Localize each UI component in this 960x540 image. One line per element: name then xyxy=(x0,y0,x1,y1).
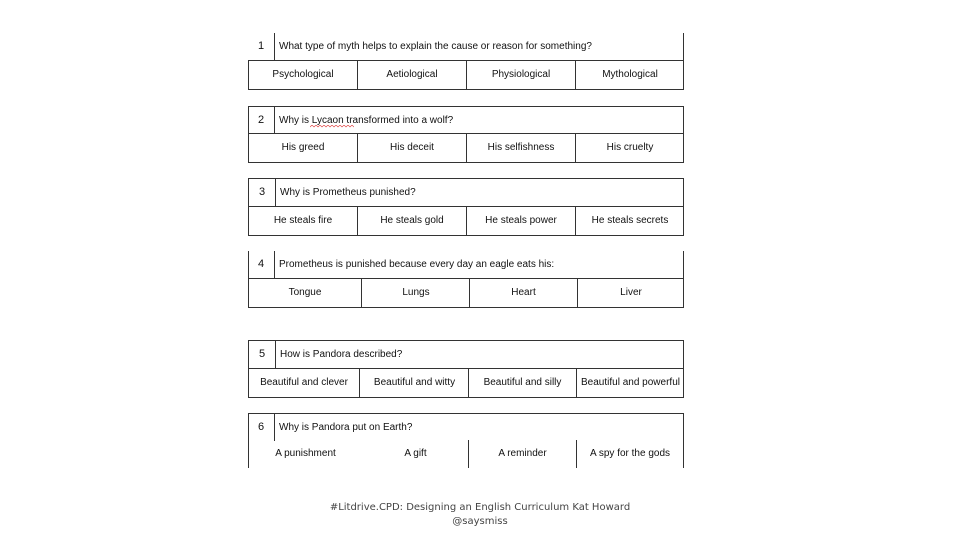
question-number: 2 xyxy=(248,107,275,134)
option-a[interactable]: Tongue xyxy=(288,287,322,298)
question-header xyxy=(248,106,684,134)
question-1 xyxy=(248,33,684,88)
right-border xyxy=(683,106,684,133)
option-d[interactable]: He steals secrets xyxy=(575,207,684,235)
question-text: Why is Lycaon transformed into a wolf? xyxy=(279,115,454,126)
right-border xyxy=(683,251,684,278)
question-number: 5 xyxy=(249,341,276,368)
footer-line-1: #Litdrive.CPD: Designing an English Curriculum Kat Howard xyxy=(329,502,631,513)
options-row xyxy=(248,368,684,398)
option-a[interactable]: His greed xyxy=(281,142,325,153)
question-number: 1 xyxy=(248,33,275,60)
left-border xyxy=(248,251,249,278)
spellcheck-underline-icon xyxy=(310,125,354,128)
footer-credit xyxy=(0,501,960,529)
question-4 xyxy=(248,251,684,306)
options-row xyxy=(248,440,682,468)
option-a[interactable]: A punishment xyxy=(275,448,336,459)
option-c[interactable]: Heart xyxy=(469,279,577,307)
options-row xyxy=(248,278,684,308)
option-d[interactable]: Beautiful and powerful xyxy=(576,369,684,397)
right-border xyxy=(683,413,684,468)
left-border xyxy=(248,413,249,468)
option-b[interactable]: His deceit xyxy=(357,134,466,162)
option-d[interactable]: His cruelty xyxy=(575,134,684,162)
option-c[interactable]: Physiological xyxy=(466,61,575,89)
option-b[interactable]: He steals gold xyxy=(357,207,466,235)
question-header xyxy=(248,33,684,60)
question-2 xyxy=(248,106,684,161)
question-text: What type of myth helps to explain the cause or reason for something? xyxy=(279,41,592,52)
question-header xyxy=(248,340,684,368)
option-d[interactable]: Liver xyxy=(577,279,684,307)
question-number: 4 xyxy=(248,251,275,278)
footer-line-2: @saysmiss xyxy=(452,516,508,527)
question-number: 6 xyxy=(248,414,275,441)
question-text: How is Pandora described? xyxy=(280,349,403,360)
question-text: Why is Prometheus punished? xyxy=(280,187,416,198)
question-6 xyxy=(248,413,684,468)
question-5 xyxy=(248,340,684,396)
option-b[interactable]: Lungs xyxy=(361,279,470,307)
option-c[interactable]: He steals power xyxy=(466,207,575,235)
question-header xyxy=(248,178,684,206)
question-header xyxy=(248,251,684,278)
options-row xyxy=(248,206,684,236)
option-a[interactable]: Beautiful and clever xyxy=(260,377,348,388)
option-c[interactable]: A reminder xyxy=(468,440,576,468)
question-header xyxy=(248,413,684,441)
left-border xyxy=(248,106,249,133)
question-text: Prometheus is punished because every day an eagle eats his: xyxy=(279,259,555,270)
question-text: Why is Pandora put on Earth? xyxy=(279,422,413,433)
question-number: 3 xyxy=(249,179,276,206)
options-row xyxy=(248,133,684,163)
option-d[interactable]: Mythological xyxy=(575,61,684,89)
option-d[interactable]: A spy for the gods xyxy=(576,440,683,468)
right-border xyxy=(683,33,684,60)
question-3 xyxy=(248,178,684,234)
options-row xyxy=(248,60,684,90)
option-c[interactable]: His selfishness xyxy=(466,134,575,162)
option-b[interactable]: Beautiful and witty xyxy=(359,369,469,397)
option-a[interactable]: He steals fire xyxy=(273,215,333,226)
option-b[interactable]: Aetiological xyxy=(357,61,466,89)
option-a[interactable]: Psychological xyxy=(272,69,334,80)
option-b[interactable]: A gift xyxy=(404,448,427,459)
option-c[interactable]: Beautiful and silly xyxy=(468,369,576,397)
